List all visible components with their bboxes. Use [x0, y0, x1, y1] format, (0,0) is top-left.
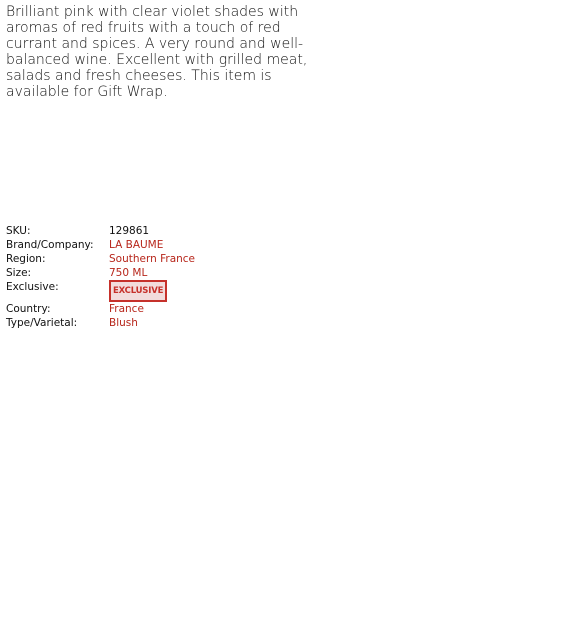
product-specs-table — [6, 224, 195, 330]
spec-label-type: Type/Varietal: — [6, 317, 78, 329]
spec-row-region — [6, 252, 195, 266]
spec-value-size-link[interactable]: 750 ML — [109, 267, 148, 279]
product-description: Brilliant pink with clear violet shades with aromas of red fruits with a touch of red currant and spices. A very round and well-balanced wine. Excellent with grilled meat, salads and fresh cheeses. This item is available for Gift Wrap. — [6, 4, 308, 100]
spec-label-brand: Brand/Company: — [6, 239, 94, 251]
spec-label-exclusive: Exclusive: — [6, 281, 59, 293]
spec-row-brand — [6, 238, 195, 252]
spec-row-type — [6, 316, 195, 330]
spec-row-size — [6, 266, 195, 280]
spec-value-exclusive — [109, 280, 195, 302]
spec-label-sku: SKU: — [6, 225, 31, 237]
spec-value-type-link[interactable]: Blush — [109, 317, 138, 329]
spec-value-sku: 129861 — [109, 225, 150, 237]
spec-row-country — [6, 302, 195, 316]
spec-value-country-link[interactable]: France — [109, 303, 144, 315]
spec-label-region: Region: — [6, 253, 46, 265]
exclusive-badge[interactable]: EXCLUSIVE — [109, 280, 167, 302]
spec-label-size: Size: — [6, 267, 32, 279]
spec-value-region-link[interactable]: Southern France — [109, 253, 196, 265]
spec-row-sku — [6, 224, 195, 238]
spec-row-exclusive — [6, 280, 195, 302]
spec-value-brand-link[interactable]: LA BAUME — [109, 239, 164, 251]
spec-label-country: Country: — [6, 303, 51, 315]
